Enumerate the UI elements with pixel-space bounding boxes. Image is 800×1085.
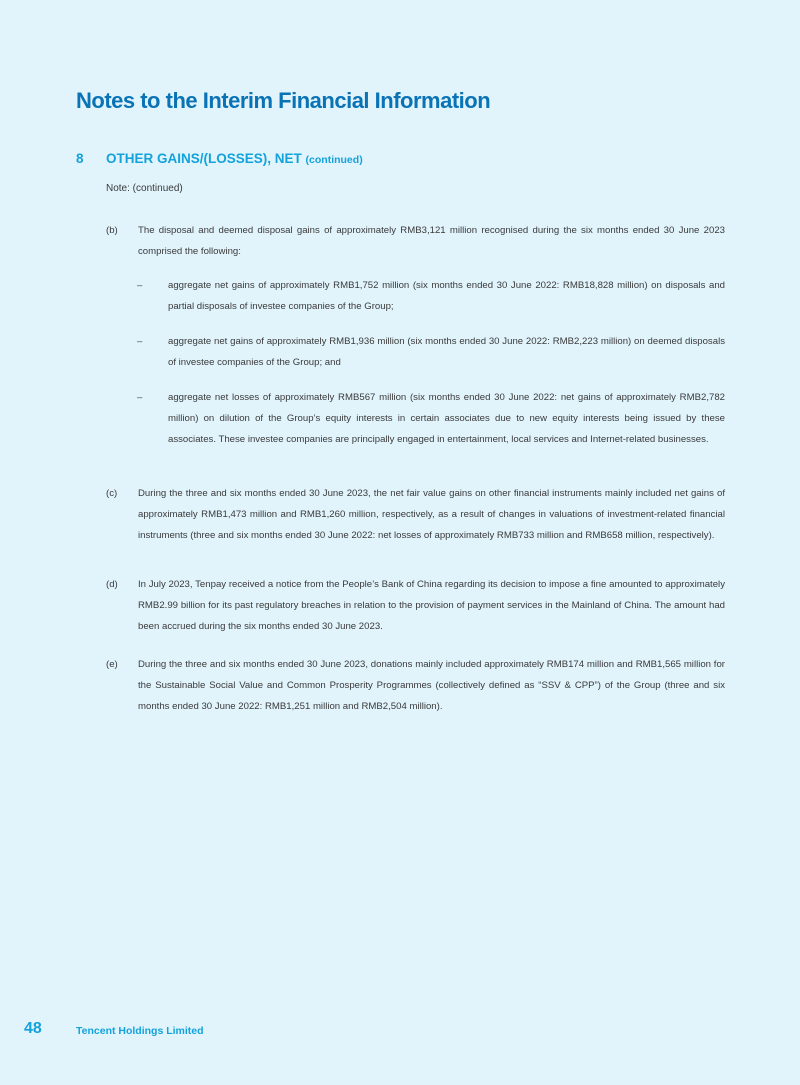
note-item-text: In July 2023, Tenpay received a notice from the People’s Bank of China regarding its decision to impose a fine amounted to approximately RMB2.99 billion for its past regulatory breaches in relation to the provision of payment services in the Mainland of China. The amount had been accrued during the six months ended 30 June 2023. <box>138 579 725 632</box>
note-label: Note: (continued) <box>106 183 183 194</box>
note-item-c <box>106 483 725 546</box>
page-footer <box>24 1020 204 1038</box>
page-number: 48 <box>24 1020 42 1037</box>
bullet-dash: – <box>137 336 143 347</box>
bullet-text: aggregate net losses of approximately RMB567 million (six months ended 30 June 2022: net gains of approximately RMB2,782 million) on dilution of the Group’s equity interests in certain associates due to new equity interests being issued by these associates. These investee companies are principally engaged in entertainment, local services and Internet-related businesses. <box>168 392 725 445</box>
bullet-item <box>137 275 725 317</box>
bullet-dash: – <box>137 392 143 403</box>
bullet-dash: – <box>137 280 143 291</box>
note-item-d <box>106 574 725 637</box>
note-item-marker: (b) <box>106 225 118 236</box>
note-item-marker: (c) <box>106 488 118 499</box>
page-title: Notes to the Interim Financial Information <box>76 88 491 113</box>
bullet-item <box>137 387 725 450</box>
section-title: OTHER GAINS/(LOSSES), NET <box>106 151 302 166</box>
note-item-text: During the three and six months ended 30 June 2023, donations mainly included approximately RMB174 million and RMB1,565 million for the Sustainable Social Value and Common Prosperity Programmes (collectively defined as “SSV & CPP”) of the Group (three and six months ended 30 June 2022: RMB1,251 million and RMB2,504 million). <box>138 659 725 712</box>
company-name: Tencent Holdings Limited <box>76 1025 204 1037</box>
note-item-marker: (e) <box>106 659 118 670</box>
note-item-text: During the three and six months ended 30 June 2023, the net fair value gains on other financial instruments mainly included net gains of approximately RMB1,473 million and RMB1,260 million, respectively, as a result of changes in valuations of investment-related financial instruments (three and six months ended 30 June 2022: net losses of approximately RMB733 million and RMB658 million, respectively). <box>138 488 725 541</box>
note-item-text: The disposal and deemed disposal gains of approximately RMB3,121 million recognised during the six months ended 30 June 2023 comprised the following: <box>138 225 725 257</box>
section-number: 8 <box>76 151 84 166</box>
note-item-b <box>106 220 725 262</box>
bullet-item <box>137 331 725 373</box>
bullet-text: aggregate net gains of approximately RMB1,936 million (six months ended 30 June 2022: RMB2,223 million) on deemed disposals of investee companies of the Group; and <box>168 336 725 368</box>
bullet-text: aggregate net gains of approximately RMB1,752 million (six months ended 30 June 2022: RMB18,828 million) on disposals and partial disposals of investee companies of the Group; <box>168 280 725 312</box>
section-heading <box>76 151 363 166</box>
section-continued-label: (continued) <box>305 154 363 166</box>
note-item-marker: (d) <box>106 579 118 590</box>
note-item-e <box>106 654 725 717</box>
